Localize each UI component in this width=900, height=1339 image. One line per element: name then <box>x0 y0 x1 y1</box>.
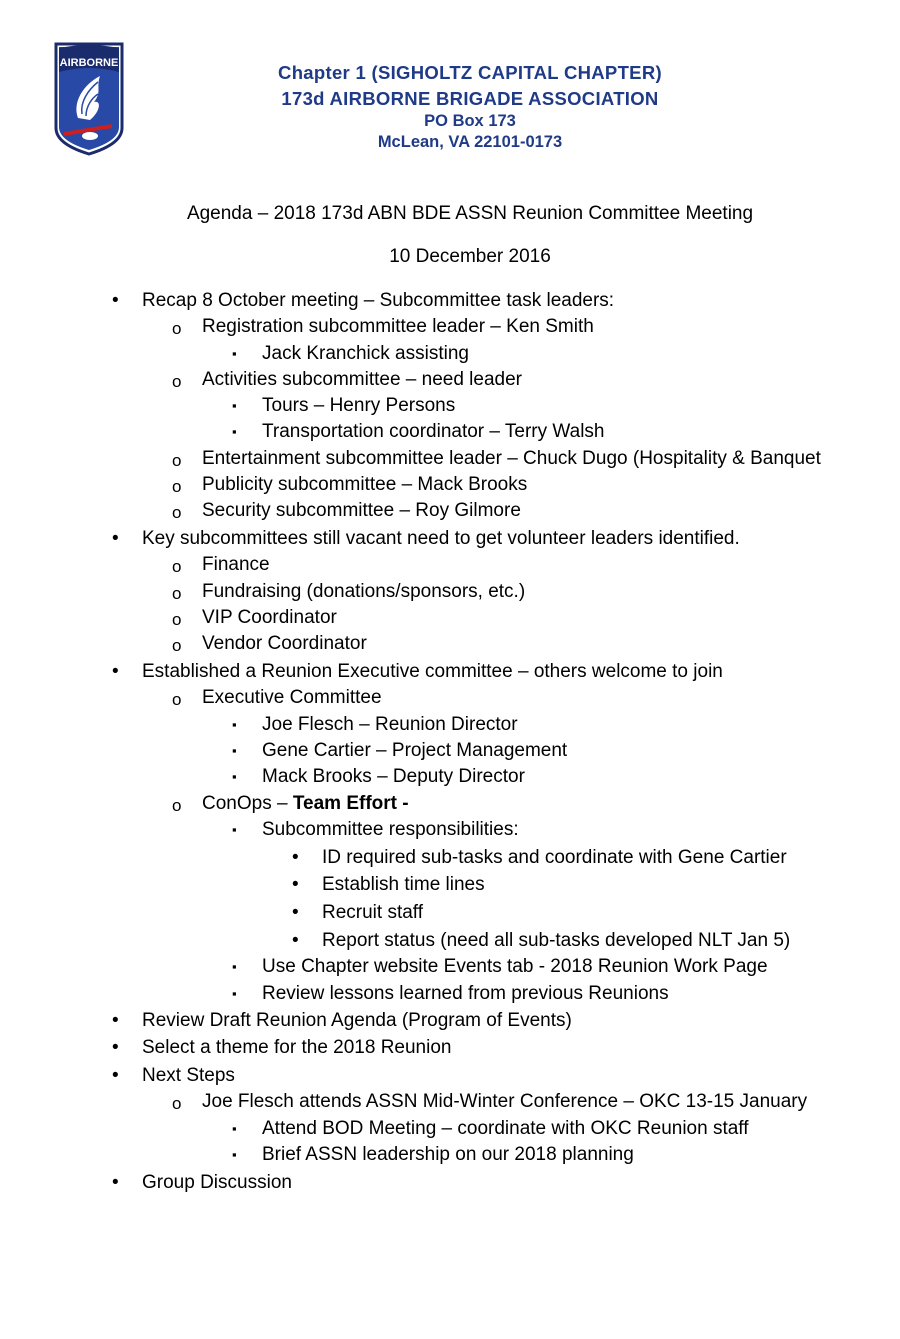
circle-marker: o <box>172 584 182 603</box>
agenda-subitem: Finance <box>202 554 270 575</box>
agenda-title: Agenda – 2018 173d ABN BDE ASSN Reunion Committee Meeting <box>186 203 754 224</box>
agenda-subsubitem: Tours – Henry Persons <box>262 395 456 416</box>
agenda-item: Next Steps <box>142 1065 235 1086</box>
agenda-subsubitem: Brief ASSN leadership on our 2018 planning <box>262 1144 634 1165</box>
square-marker: ▪ <box>232 1121 237 1136</box>
agenda-subitem: Entertainment subcommittee leader – Chuck Dugo (Hospitality & Banquet <box>202 448 821 469</box>
circle-marker: o <box>172 1094 182 1113</box>
bullet-marker: • <box>112 1037 119 1058</box>
agenda-task: Establish time lines <box>322 874 485 895</box>
square-marker: ▪ <box>232 959 237 974</box>
svg-text:AIRBORNE: AIRBORNE <box>59 57 119 69</box>
agenda-subitem: Vendor Coordinator <box>202 633 367 654</box>
square-marker: ▪ <box>232 769 237 784</box>
agenda-subitem: Executive Committee <box>202 687 382 708</box>
circle-marker: o <box>172 372 182 391</box>
square-marker: ▪ <box>232 398 237 413</box>
circle-marker: o <box>172 610 182 629</box>
circle-marker: o <box>172 451 182 470</box>
agenda-subitem: Registration subcommittee leader – Ken Smith <box>202 316 594 337</box>
conops-label: ConOps – <box>202 793 293 814</box>
bullet-marker: • <box>112 528 119 549</box>
agenda-subsubitem: Attend BOD Meeting – coordinate with OKC Reunion staff <box>262 1118 749 1139</box>
bullet-marker: • <box>112 1065 119 1086</box>
association-name: 173d AIRBORNE BRIGADE ASSOCIATION <box>281 88 659 109</box>
square-marker: ▪ <box>232 743 237 758</box>
agenda-subitem: Fundraising (donations/sponsors, etc.) <box>202 581 526 602</box>
circle-marker: o <box>172 503 182 522</box>
bullet-marker: • <box>292 902 299 923</box>
agenda-subsubitem: Review lessons learned from previous Reunions <box>262 983 669 1004</box>
agenda-subsubitem: Use Chapter website Events tab - 2018 Reunion Work Page <box>262 956 768 977</box>
airborne-patch-logo <box>50 40 128 159</box>
circle-marker: o <box>172 319 182 338</box>
square-marker: ▪ <box>232 822 237 837</box>
square-marker: ▪ <box>232 424 237 439</box>
team-effort-label: Team Effort - <box>292 793 409 814</box>
bullet-marker: • <box>112 290 119 311</box>
agenda-task: ID required sub-tasks and coordinate with Gene Cartier <box>322 847 787 868</box>
bullet-marker: • <box>112 661 119 682</box>
city-zip: McLean, VA 22101-0173 <box>377 133 563 151</box>
square-marker: ▪ <box>232 986 237 1001</box>
square-marker: ▪ <box>232 346 237 361</box>
agenda-task: Report status (need all sub-tasks developed NLT Jan 5) <box>322 930 791 951</box>
circle-marker: o <box>172 690 182 709</box>
square-marker: ▪ <box>232 1147 237 1162</box>
circle-marker: o <box>172 796 182 815</box>
agenda-subsubitem: Gene Cartier – Project Management <box>262 740 568 761</box>
bullet-marker: • <box>112 1172 119 1193</box>
agenda-item: Select a theme for the 2018 Reunion <box>142 1037 452 1058</box>
agenda-subsubitem: Joe Flesch – Reunion Director <box>262 714 518 735</box>
circle-marker: o <box>172 636 182 655</box>
agenda-subsubitem: Jack Kranchick assisting <box>262 343 469 364</box>
agenda-item: Key subcommittees still vacant need to get volunteer leaders identified. <box>142 528 740 549</box>
agenda-item: Recap 8 October meeting – Subcommittee task leaders: <box>142 290 615 311</box>
circle-marker: o <box>172 477 182 496</box>
agenda-task: Recruit staff <box>322 902 424 923</box>
agenda-subitem: Publicity subcommittee – Mack Brooks <box>202 474 528 495</box>
bullet-marker: • <box>292 847 299 868</box>
agenda-item: Group Discussion <box>142 1172 292 1193</box>
bullet-marker: • <box>292 874 299 895</box>
square-marker: ▪ <box>232 717 237 732</box>
circle-marker: o <box>172 557 182 576</box>
agenda-subsubitem: Transportation coordinator – Terry Walsh <box>262 421 605 442</box>
bullet-marker: • <box>112 1010 119 1031</box>
agenda-subsubitem: Subcommittee responsibilities: <box>262 819 519 840</box>
bullet-marker: • <box>292 930 299 951</box>
agenda-subitem: Security subcommittee – Roy Gilmore <box>202 500 521 521</box>
agenda-item: Established a Reunion Executive committee – others welcome to join <box>142 661 723 682</box>
po-box: PO Box 173 <box>424 112 516 130</box>
agenda-subitem: Joe Flesch attends ASSN Mid-Winter Conference – OKC 13-15 January <box>202 1091 808 1112</box>
agenda-subitem-conops <box>202 793 409 815</box>
meeting-date: 10 December 2016 <box>389 246 551 267</box>
agenda-item: Review Draft Reunion Agenda (Program of Events) <box>142 1010 572 1031</box>
agenda-subsubitem: Mack Brooks – Deputy Director <box>262 766 525 787</box>
chapter-name: Chapter 1 (SIGHOLTZ CAPITAL CHAPTER) <box>278 62 662 83</box>
agenda-subitem: VIP Coordinator <box>202 607 337 628</box>
agenda-subitem: Activities subcommittee – need leader <box>202 369 522 390</box>
